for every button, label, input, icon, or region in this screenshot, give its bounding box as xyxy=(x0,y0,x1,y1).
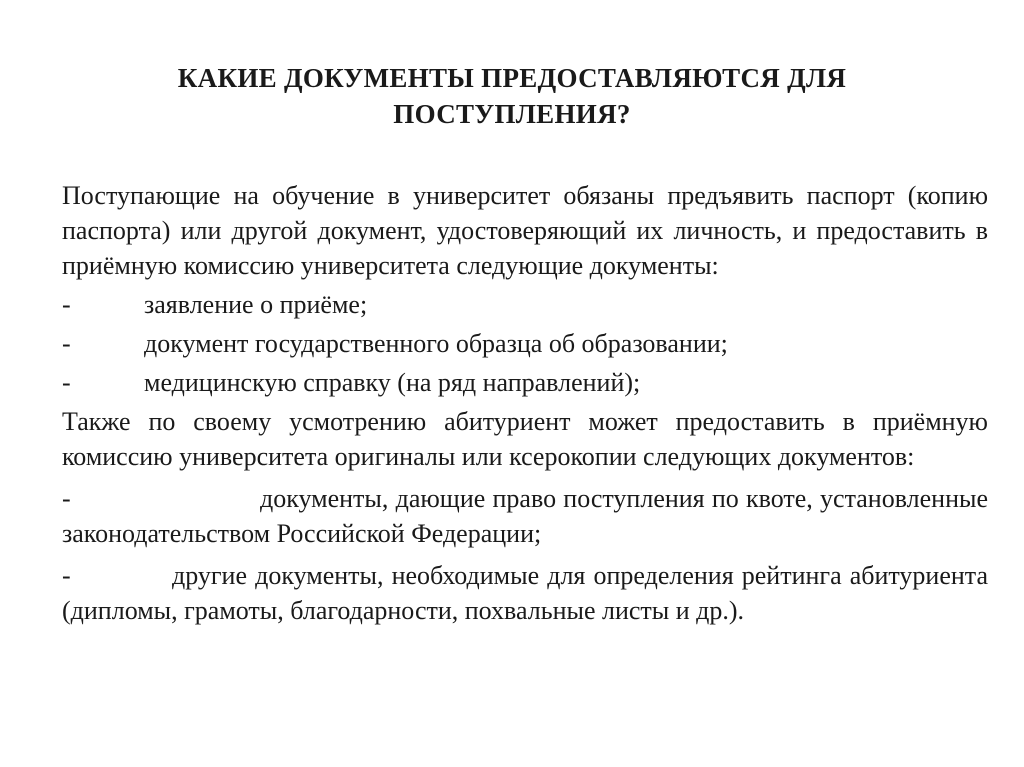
list-dash: - xyxy=(62,561,71,590)
list-item-text: документы, дающие право поступления по квоте, установленные законодательством Российской Федерации; xyxy=(62,484,988,548)
list-dash: - xyxy=(62,290,71,319)
page-title-line-1: КАКИЕ ДОКУМЕНТЫ ПРЕДОСТАВЛЯЮТСЯ ДЛЯ xyxy=(177,63,847,93)
page-title xyxy=(60,60,964,132)
list-item xyxy=(62,365,988,400)
page-title-line-2: ПОСТУПЛЕНИЯ? xyxy=(393,99,631,129)
list-item-text: медицинскую справку (на ряд направлений); xyxy=(144,368,641,397)
list-item xyxy=(62,481,988,551)
intro-paragraph: Поступающие на обучение в университет обязаны предъявить паспорт (копию паспорта) или другой документ, удостоверяющий их личность, и предоставить в приёмную комиссию университета следующие документы: xyxy=(62,181,988,280)
document-body xyxy=(62,178,988,628)
list-item-text: заявление о приёме; xyxy=(144,290,368,319)
list-item-text: другие документы, необходимые для определения рейтинга абитуриента (дипломы, грамоты, благодарности, похвальные листы и др.). xyxy=(62,561,988,625)
list-dash: - xyxy=(62,368,71,397)
list-dash: - xyxy=(62,329,71,358)
list-dash: - xyxy=(62,484,71,513)
optional-intro-paragraph: Также по своему усмотрению абитуриент может предоставить в приёмную комиссию университета оригиналы или ксерокопии следующих документов: xyxy=(62,407,988,471)
list-item xyxy=(62,287,988,322)
list-item xyxy=(62,326,988,361)
list-item xyxy=(62,558,988,628)
list-item-text: документ государственного образца об образовании; xyxy=(144,329,728,358)
